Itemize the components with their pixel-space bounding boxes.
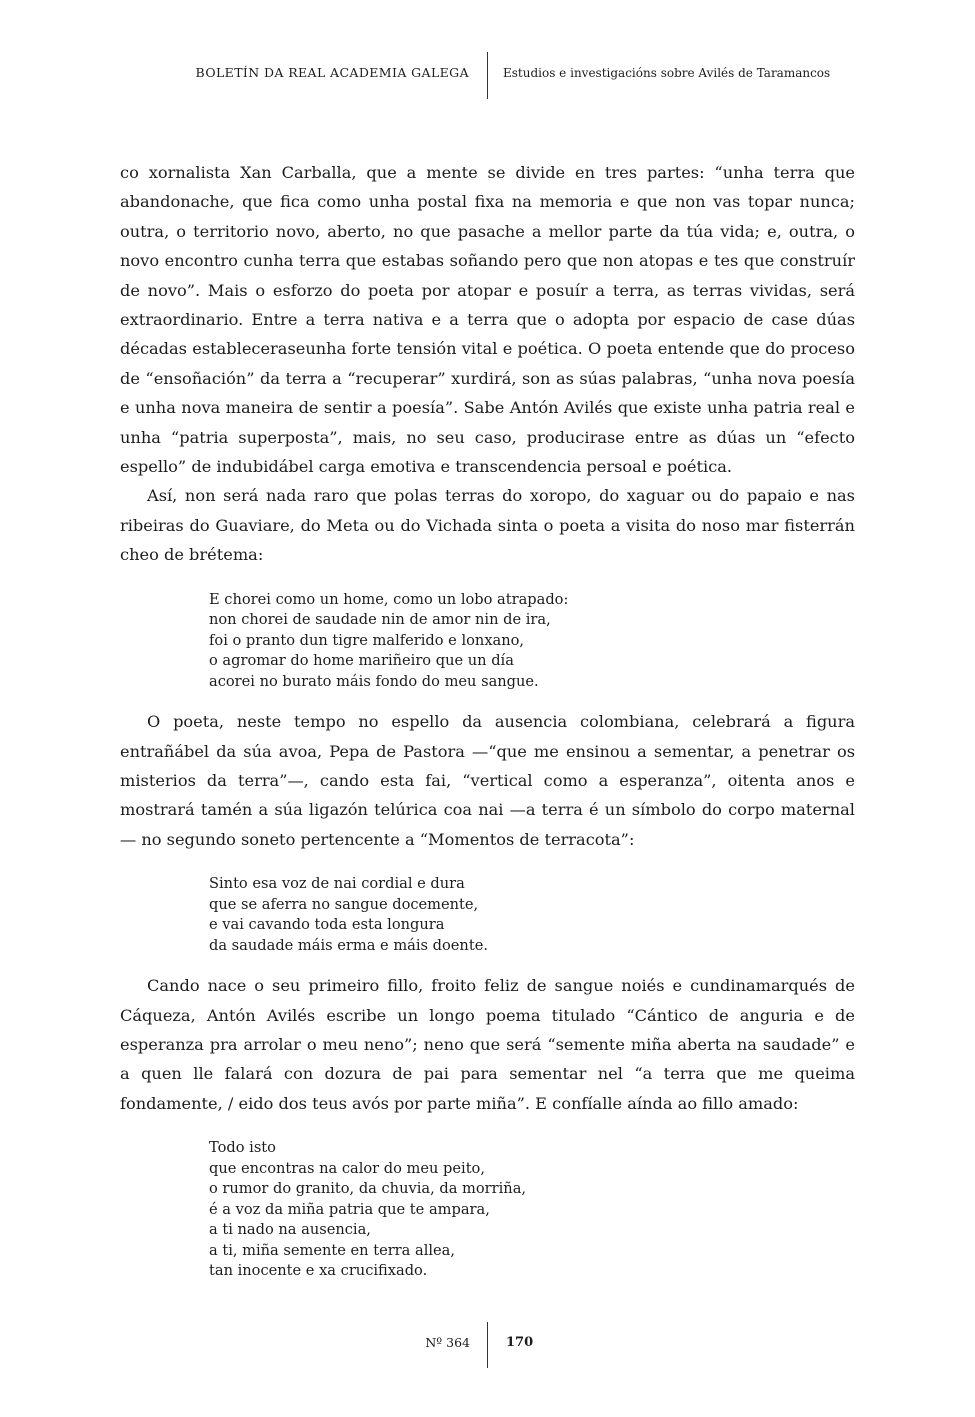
- journal-title: BOLETÍN DA REAL ACADEMIA GALEGA: [195, 65, 469, 80]
- verse-line: que se aferra no sangue docemente,: [209, 895, 479, 913]
- verse-quote-1: [209, 590, 855, 693]
- paragraph-1: co xornalista Xan Carballa, que a mente se divide en tres partes: “unha terra que abandonache, que fica como unha postal fixa na memoria e que non vas topar nunca; outra, o territorio novo, aberto, no que pasache a mellor parte da túa vida; e, outra, o novo encontro cunha terra que estabas soñando pero que non atopas e tes que construír de novo”. Mais o esforzo do poeta por atopar e posuír a terra, as terras vividas, será extraordinario. Entre a terra nativa e a terra que o adopta por espacio de case dúas décadas estableceraseunha forte tensión vital e poética. O poeta entende que do proceso de “ensoñación” da terra a “recuperar” xurdirá, son as súas palabras, “unha nova poesía e unha nova maneira de sentir a poesía”. Sabe Antón Avilés que existe unha patria real e unha “patria superposta”, mais, no seu caso, producirase entre as dúas un “efecto espello” de indubidábel carga emotiva e transcendencia persoal e poética.: [120, 163, 855, 477]
- section-title: Estudios e investigacións sobre Avilés de Taramancos: [503, 66, 831, 80]
- paragraph-4: Cando nace o seu primeiro fillo, froito feliz de sangue noiés e cundinamarqués de Cáqueza, Antón Avilés escribe un longo poema titulado “Cántico de anguria e de esperanza pra arrolar o meu neno”; neno que será “semente miña aberta na saudade” e a quen lle falará con dozura de pai para sementar nel “a terra que me queima fondamente, / eido dos teus avós por parte miña”. E confíalle aínda ao fillo amado:: [120, 976, 855, 1113]
- paragraph-3: O poeta, neste tempo no espello da ausencia colombiana, celebrará a figura entrañábel da súa avoa, Pepa de Pastora —“que me ensinou a sementar, a penetrar os misterios da terra”—, cando esta fai, “vertical como a esperanza”, oitenta anos e mostrará tamén a súa ligazón telúrica coa nai —a terra é un símbolo do corpo maternal— no segundo soneto pertencente a “Momentos de terracota”:: [120, 712, 855, 849]
- verse-quote-2: [209, 874, 855, 956]
- verse-line: o agromar do home mariñeiro que un día: [209, 652, 514, 670]
- verse-line: o rumor do granito, da chuvia, da morriña,: [209, 1180, 527, 1198]
- verse-line: da saudade máis erma e máis doente.: [209, 936, 488, 954]
- verse-line: Sinto esa voz de nai cordial e dura: [209, 875, 465, 893]
- verse-line: tan inocente e xa crucifixado.: [209, 1262, 428, 1280]
- verse-line: non chorei de saudade nin de amor nin de ira,: [209, 611, 551, 629]
- paragraph-2: Así, non será nada raro que polas terras do xoropo, do xaguar ou do papaio e nas ribeiras do Guaviare, do Meta ou do Vichada sinta o poeta a visita do noso mar fisterrán cheo de brétema:: [120, 486, 855, 565]
- header-divider: [487, 52, 488, 99]
- verse-line: foi o pranto dun tigre malferido e lonxano,: [209, 631, 525, 649]
- issue-number: Nº 364: [425, 1335, 470, 1350]
- verse-line: é a voz da miña patria que te ampara,: [209, 1200, 490, 1218]
- verse-line: e vai cavando toda esta longura: [209, 916, 445, 934]
- verse-quote-3: [209, 1138, 855, 1282]
- verse-line: a ti, miña semente en terra allea,: [209, 1241, 456, 1259]
- verse-line: a ti nado na ausencia,: [209, 1221, 371, 1239]
- verse-line: que encontras na calor do meu peito,: [209, 1159, 485, 1177]
- article-body: [120, 158, 855, 1282]
- verse-line: Todo isto: [209, 1139, 276, 1157]
- footer-divider: [487, 1322, 488, 1368]
- verse-line: E chorei como un home, como un lobo atrapado:: [209, 590, 569, 608]
- page-number: 170: [506, 1335, 534, 1350]
- verse-line: acorei no burato máis fondo do meu sangue.: [209, 672, 539, 690]
